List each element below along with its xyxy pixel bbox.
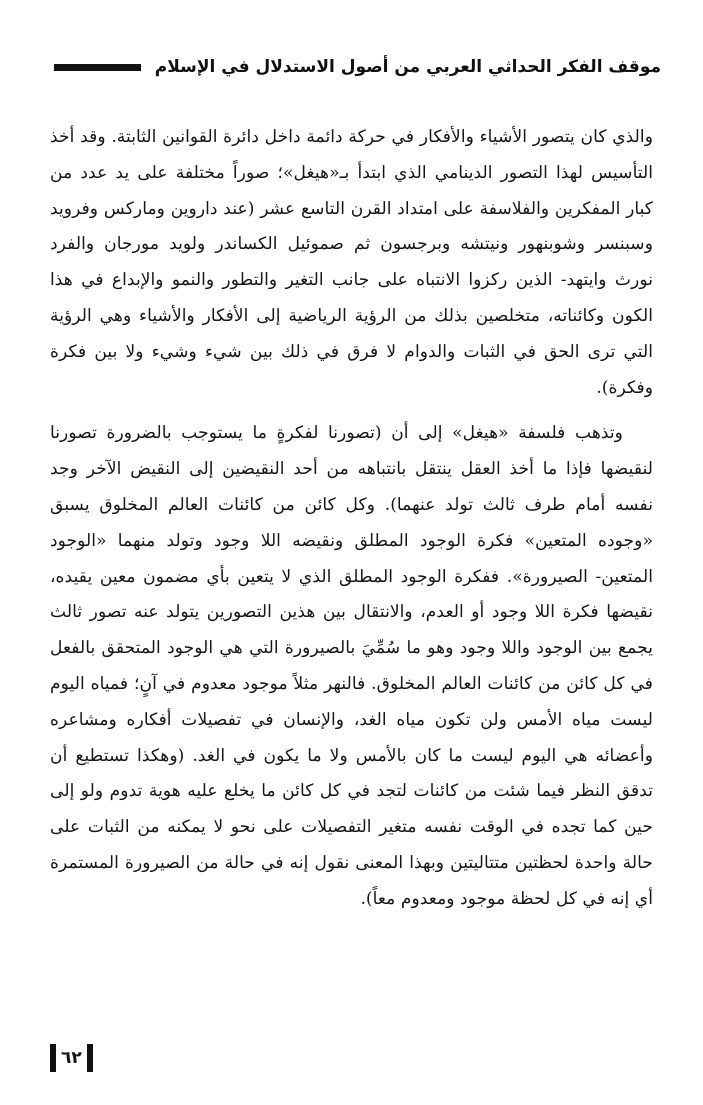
paragraph-2: وتذهب فلسفة «هيغل» إلى أن (تصورنا لفكرةٍ ما يستوجب بالضرورة تصورنا لنقيضها فإذا ما أخذ العقل ينتقل بانتباهه من أحد النقيضين إلى النقيض الآخر وجد نفسه أمام طرف ثالث تولد عنهما). وكل كائن من كائنات العالم المخلوق يسبق «وجوده المتعين» فكرة الوجود المطلق ونقيضه اللا وجود وتولد منهما «الوجود المتعين- الصيرورة». ففكرة الوجود المطلق الذي لا يتعين بأي مضمون معين يقيده، نقيضها فكرة اللا وجود أو العدم، والانتقال بين هذين التصورين يتولد عنه تصور ثالث يجمع بين الوجود واللا وجود وهو ما سُمِّيَ بالصيرورة التي هي الوجود المتحقق بالفعل في كل كائن من كائنات العالم المخلوق. فالنهر مثلاً موجود معدوم في آنٍ؛ فمياه اليوم ليست مياه الأمس ولن تكون مياه الغد، والإنسان في تفصيلات أفكاره ومشاعره وأعضائه هي اليوم ليست ما كان بالأمس ولا ما يكون في الغد. (وهكذا تستطيع أن تدقق النظر فيما شئت من كائنات لتجد في كل كائن ما يخلع عليه هوية تدوم ولو إلى حين كما تجده في الوقت نفسه متغير التفصيلات على نحو لا يمكنه من الثبات على حالة واحدة لحظتين متتاليتين وبهذا المعنى نقول إنه في حالة من الصيرورة المستمرة أي إنه في كل لحظة موجود ومعدوم معاً). xyxy=(50,423,653,909)
page-number: ٦٢ xyxy=(61,1048,82,1068)
page-number-box xyxy=(50,1043,93,1073)
header-rule xyxy=(54,64,141,71)
running-header-title: موقف الفكر الحداثي العربي من أصول الاستدلال في الإسلام xyxy=(154,57,661,77)
folio-bar-right xyxy=(87,1044,93,1072)
running-header xyxy=(54,50,661,84)
paragraph-1: والذي كان يتصور الأشياء والأفكار في حركة دائمة داخل دائرة القوانين الثابتة. وقد أخذ التأسيس لهذا التصور الدينامي الذي ابتدأ بـ«هيغل»؛ صوراً مختلفة على يد عدد من كبار المفكرين والفلاسفة على امتداد القرن التاسع عشر (عند داروين وماركس وفرويد وسبنسر وشوبنهور ونيتشه وبرجسون ثم صموئيل الكساندر ولويد مورجان والفرد نورث وايتهد- الذين ركزوا الانتباه على جانب التغير والتطور والنمو والإبداع في هذا الكون وكائناته، متخلصين بذلك من الرؤية الرياضية إلى الأفكار والأشياء وهي الرؤية التي ترى الحق في الثبات والدوام لا فرق في ذلك بين شيء وشيء ولا بين فكرة وفكرة). xyxy=(50,127,653,398)
body-text xyxy=(50,120,653,928)
